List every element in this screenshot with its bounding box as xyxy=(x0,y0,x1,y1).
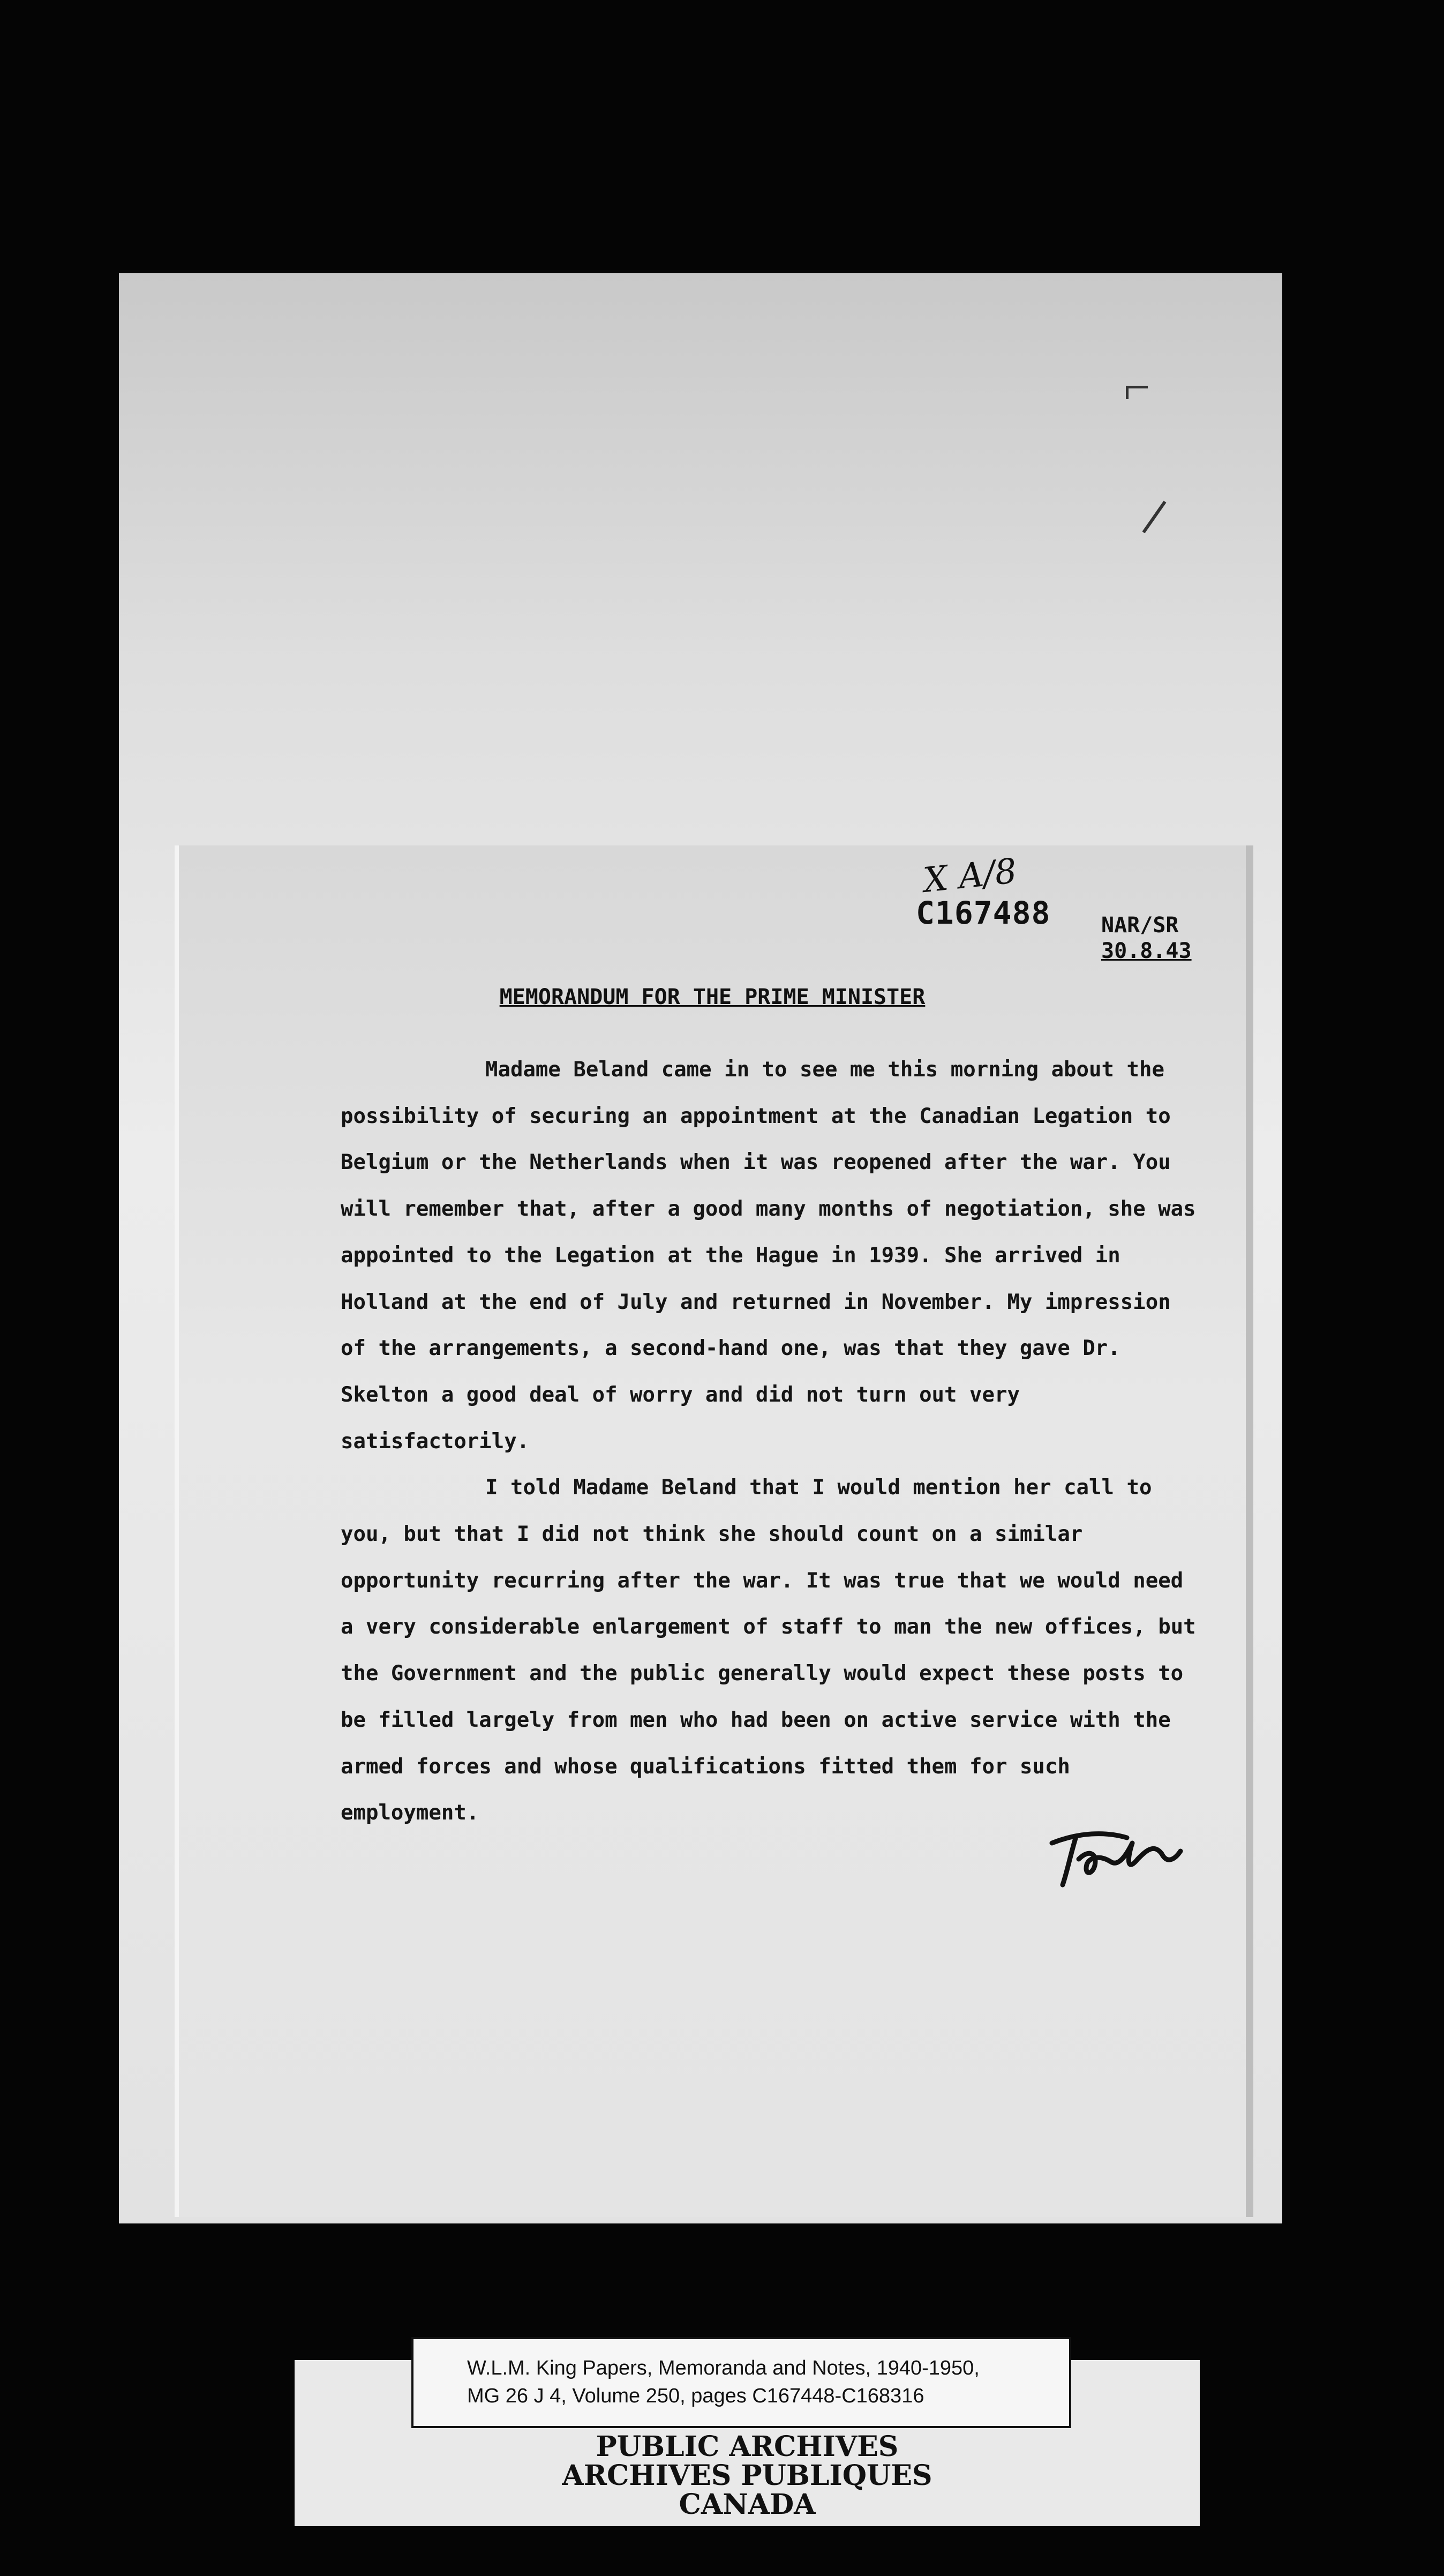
collection-line-2: MG 26 J 4, Volume 250, pages C167448-C168316 xyxy=(467,2385,924,2407)
collection-line-1: W.L.M. King Papers, Memoranda and Notes, 1940-1950, xyxy=(467,2357,980,2379)
memorandum-page xyxy=(175,845,1253,2217)
pencil-mark xyxy=(1142,501,1166,534)
paragraph: I told Madame Beland that I would mention her call to you, but that I did not think she should count on a similar opportunity recurring after the war. It was true that we would need a very considerable enlargement of staff to man the new offices, but the Government and the public generally would expect these posts to be filled largely from men who had been on active service with the armed forces and whose qualifications fitted them for such employment. xyxy=(341,1476,1196,1825)
archive-stamp-line-3: CANADA xyxy=(679,2488,816,2521)
memo-title xyxy=(179,985,1246,1009)
archive-stamp-line-2: ARCHIVES PUBLIQUES xyxy=(562,2459,932,2492)
pencil-mark xyxy=(1126,386,1148,399)
archive-stamp-line-1: PUBLIC ARCHIVES xyxy=(596,2430,899,2463)
collection-label xyxy=(411,2337,1071,2428)
reference-block xyxy=(1101,912,1192,964)
archive-stamp xyxy=(295,2432,1200,2519)
reference-initials: NAR/SR xyxy=(1101,913,1179,938)
memo-body xyxy=(341,1047,1208,1837)
handwritten-file-mark: X A/8 xyxy=(921,851,1019,901)
paragraph: Madame Beland came in to see me this morning about the possibility of securing an appointment at the Canadian Legation to Belgium or the Netherlands when it was reopened after the war. You will remember that, after a good many months of negotiation, she was appointed to the Legation at the Hague in 1939. She arrived in Holland at the end of July and returned in November. My impression of the arrangements, a second-hand one, was that they gave Dr. Skelton a good deal of worry and did not turn out very satisfactorily. xyxy=(341,1058,1196,1454)
memo-title-text: MEMORANDUM FOR THE PRIME MINISTER xyxy=(499,985,926,1009)
reference-date: 30.8.43 xyxy=(1101,939,1192,963)
signature-initials xyxy=(1047,1822,1186,1891)
document-number-stamp: C167488 xyxy=(916,895,1051,931)
